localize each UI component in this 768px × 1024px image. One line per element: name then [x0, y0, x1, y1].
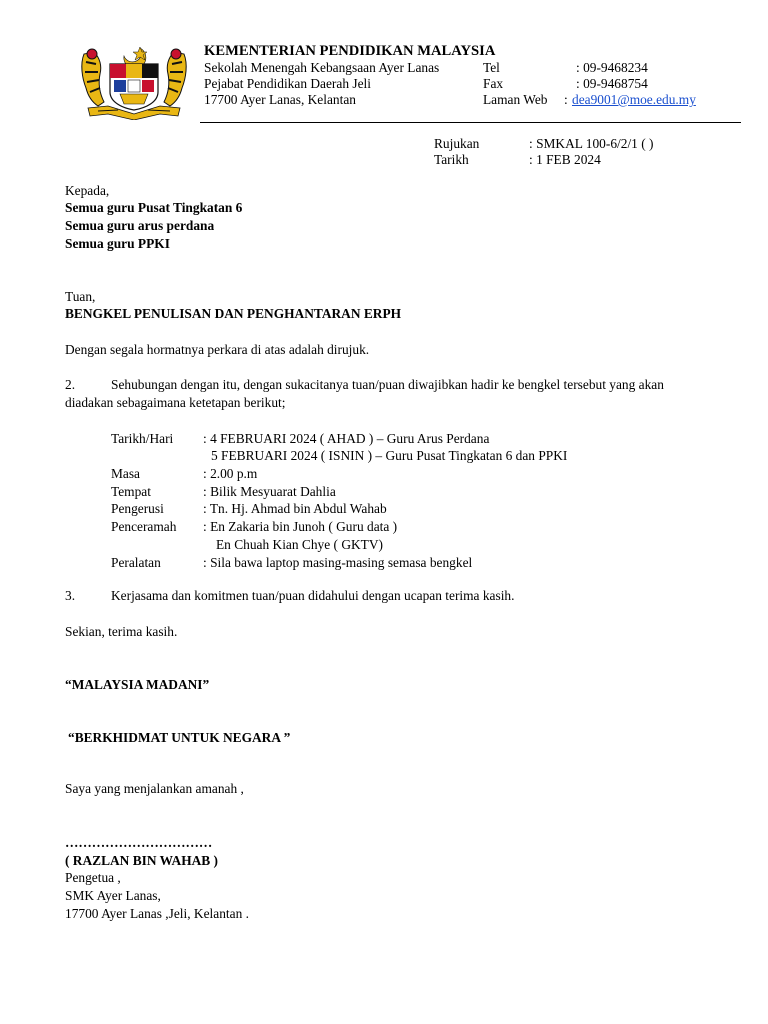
recipient-line: Semua guru PPKI — [65, 236, 170, 251]
fax-label: Fax — [483, 76, 504, 91]
rujukan-value: : SMKAL 100-6/2/1 ( ) — [529, 136, 654, 151]
paragraph-2-line-1: Sehubungan dengan itu, dengan sukacitanya tuan/puan diwajibkan hadir ke bengkel tersebut yang akan — [111, 377, 664, 392]
web-email-link[interactable]: dea9001@moe.edu.my — [572, 92, 696, 107]
right-tiger-icon — [164, 49, 186, 106]
paragraph-1: Dengan segala hormatnya perkara di atas adalah dirujuk. — [65, 342, 370, 357]
web-separator: : — [564, 92, 568, 107]
signatory-title: Pengetua , — [65, 870, 121, 885]
header-divider — [200, 122, 741, 123]
detail-label-pengerusi: Pengerusi — [111, 501, 164, 516]
detail-label-penceramah: Penceramah — [111, 519, 177, 534]
greeting: Kepada, — [65, 183, 110, 198]
detail-value-penceramah-2: En Chuah Kian Chye ( GKTV) — [216, 537, 383, 552]
tel-label: Tel — [483, 60, 500, 75]
tel-value: : 09-9468234 — [576, 60, 648, 75]
detail-value-tempat: : Bilik Mesyuarat Dahlia — [203, 484, 336, 499]
ministry-name: KEMENTERIAN PENDIDIKAN MALAYSIA — [204, 43, 496, 59]
detail-label-tempat: Tempat — [111, 484, 151, 499]
detail-label-tarikh: Tarikh/Hari — [111, 431, 174, 446]
subject-title: BENGKEL PENULISAN DAN PENGHANTARAN ERPH — [65, 306, 402, 321]
signatory-school: SMK Ayer Lanas, — [65, 888, 161, 903]
fax-value: : 09-9468754 — [576, 76, 648, 91]
paragraph-3-number: 3. — [65, 588, 76, 603]
salutation: Tuan, — [65, 289, 96, 304]
tarikh-label: Tarikh — [434, 152, 469, 167]
recipient-line: Semua guru Pusat Tingkatan 6 — [65, 200, 243, 215]
tarikh-value: : 1 FEB 2024 — [529, 152, 601, 167]
motto-berkhidmat: “BERKHIDMAT UNTUK NEGARA ” — [68, 730, 291, 745]
recipient-line: Semua guru arus perdana — [65, 218, 215, 233]
signature-line: …………………………… — [65, 835, 213, 850]
detail-value-peralatan: : Sila bawa laptop masing-masing semasa bengkel — [203, 555, 473, 570]
rujukan-label: Rujukan — [434, 136, 480, 151]
web-label: Laman Web — [483, 92, 548, 107]
detail-value-masa: : 2.00 p.m — [203, 466, 258, 481]
motto-malaysia-madani: “MALAYSIA MADANI” — [65, 677, 210, 692]
district-office: Pejabat Pendidikan Daerah Jeli — [204, 76, 371, 91]
detail-value-pengerusi: : Tn. Hj. Ahmad bin Abdul Wahab — [203, 501, 387, 516]
paragraph-2-number: 2. — [65, 377, 76, 392]
detail-label-peralatan: Peralatan — [111, 555, 161, 570]
school-address: 17700 Ayer Lanas, Kelantan — [204, 92, 356, 107]
coat-of-arms-logo — [78, 44, 190, 120]
detail-value-tarikh-1: : 4 FEBRUARI 2024 ( AHAD ) – Guru Arus Perdana — [203, 431, 490, 446]
signatory-address: 17700 Ayer Lanas ,Jeli, Kelantan . — [65, 906, 249, 921]
shield-icon — [110, 64, 158, 110]
detail-value-penceramah-1: : En Zakaria bin Junoh ( Guru data ) — [203, 519, 398, 534]
detail-value-tarikh-2: 5 FEBRUARI 2024 ( ISNIN ) – Guru Pusat Tingkatan 6 dan PPKI — [211, 448, 568, 463]
paragraph-3-text: Kerjasama dan komitmen tuan/puan didahului dengan ucapan terima kasih. — [111, 588, 515, 603]
closing-text: Sekian, terima kasih. — [65, 624, 178, 639]
paragraph-2-line-2: diadakan sebagaimana ketetapan berikut; — [65, 395, 286, 410]
school-name: Sekolah Menengah Kebangsaan Ayer Lanas — [204, 60, 440, 75]
detail-label-masa: Masa — [111, 466, 141, 481]
left-tiger-icon — [82, 49, 104, 106]
signatory-name: ( RAZLAN BIN WAHAB ) — [65, 853, 219, 868]
amanah-text: Saya yang menjalankan amanah , — [65, 781, 244, 796]
